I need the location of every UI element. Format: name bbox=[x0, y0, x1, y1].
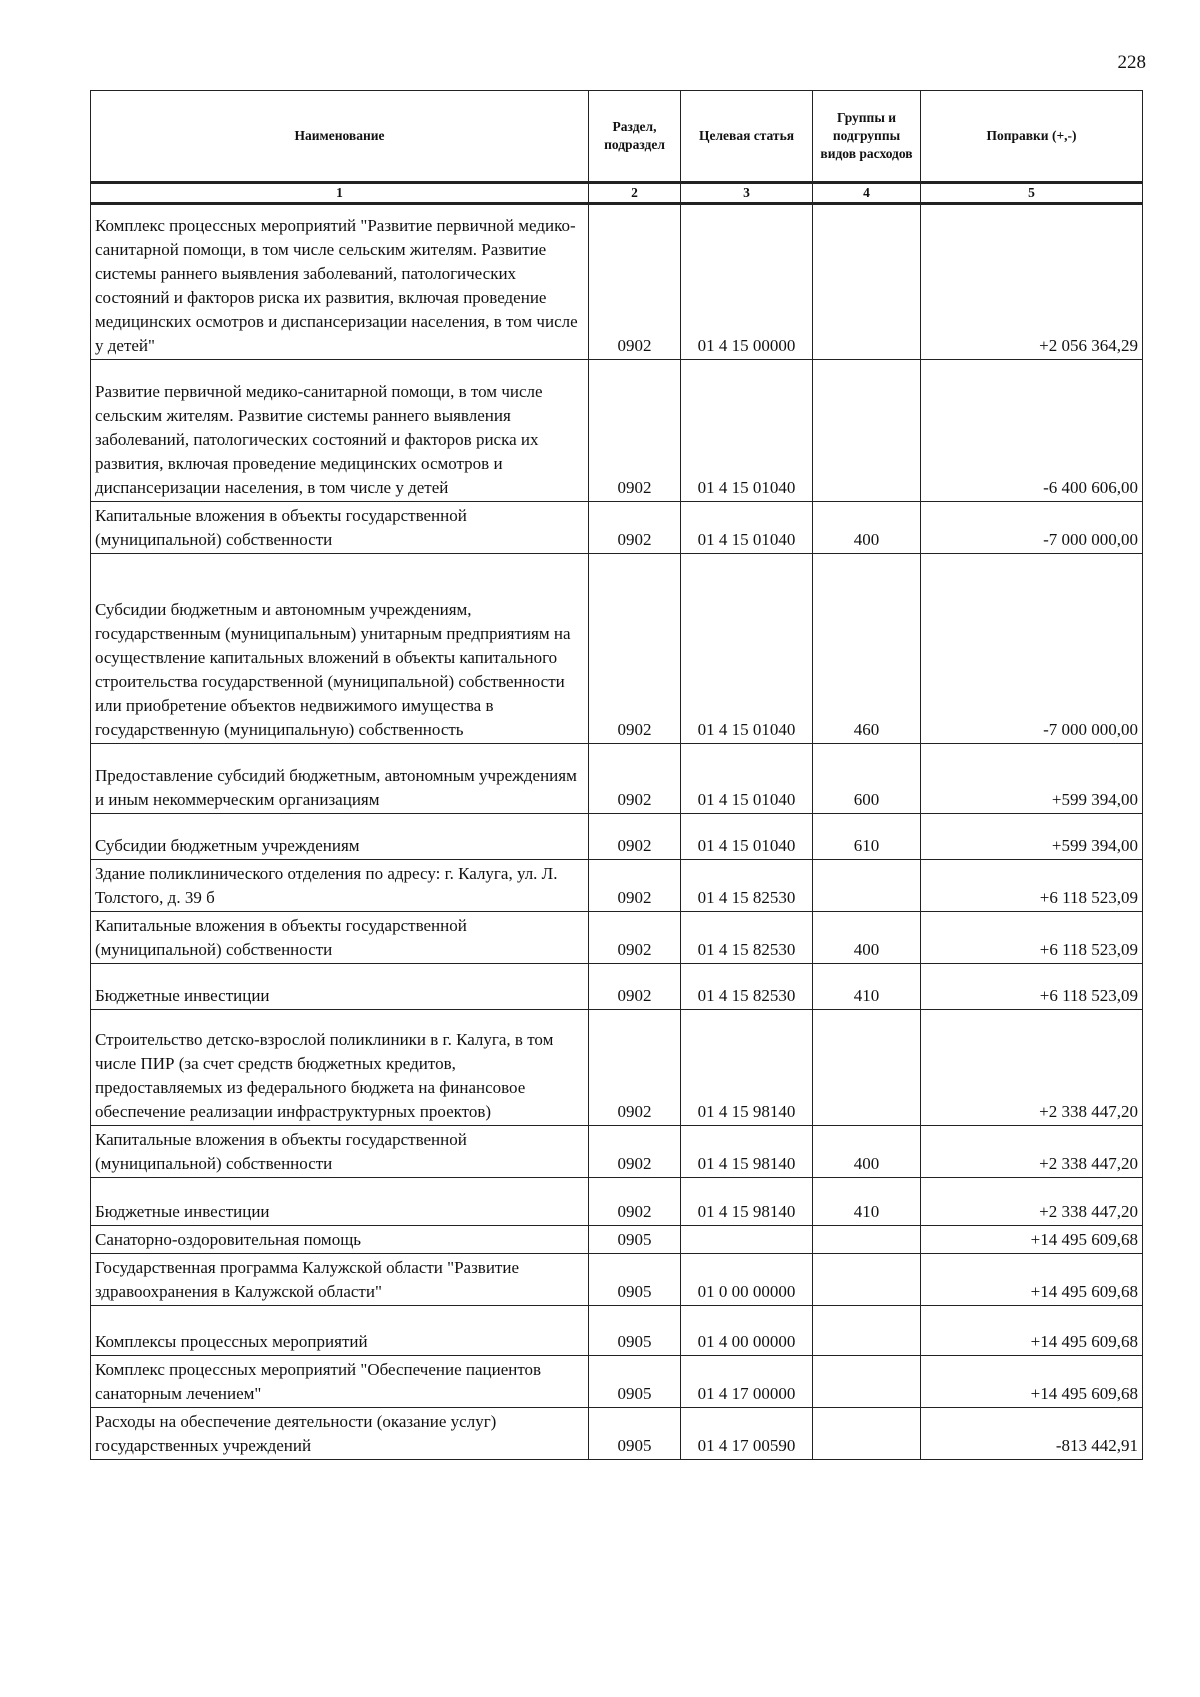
row-target-cell: 01 4 15 82530 bbox=[681, 912, 813, 964]
row-amount-cell: +6 118 523,09 bbox=[921, 964, 1143, 1010]
row-group-cell: 400 bbox=[813, 1126, 921, 1178]
table-row bbox=[91, 360, 1143, 502]
row-group-cell bbox=[813, 204, 921, 360]
row-amount-cell: +2 056 364,29 bbox=[921, 204, 1143, 360]
row-amount-cell: +2 338 447,20 bbox=[921, 1126, 1143, 1178]
row-target-cell: 01 4 17 00590 bbox=[681, 1408, 813, 1460]
row-name-cell: Капитальные вложения в объекты государственной (муниципальной) собственности bbox=[91, 912, 589, 964]
row-target-cell: 01 4 15 01040 bbox=[681, 814, 813, 860]
row-amount-cell: -6 400 606,00 bbox=[921, 360, 1143, 502]
table-row bbox=[91, 554, 1143, 744]
row-name-cell: Комплекс процессных мероприятий "Развитие первичной медико-санитарной помощи, в том числе сельским жителям. Развитие системы раннего выявления заболеваний, патологических состояний и факторов риска их развития, включая проведение медицинских осмотров и диспансеризации населения, в том числе у детей" bbox=[91, 204, 589, 360]
row-amount-cell: +14 495 609,68 bbox=[921, 1306, 1143, 1356]
row-section-cell: 0902 bbox=[589, 860, 681, 912]
table-row bbox=[91, 502, 1143, 554]
column-number: 1 bbox=[91, 183, 589, 204]
row-group-cell bbox=[813, 1306, 921, 1356]
row-amount-cell: -7 000 000,00 bbox=[921, 554, 1143, 744]
table-row bbox=[91, 814, 1143, 860]
row-section-cell: 0902 bbox=[589, 204, 681, 360]
row-group-cell bbox=[813, 1010, 921, 1126]
table-row bbox=[91, 1408, 1143, 1460]
row-target-cell: 01 4 15 01040 bbox=[681, 360, 813, 502]
row-target-cell: 01 4 00 00000 bbox=[681, 1306, 813, 1356]
row-group-cell: 400 bbox=[813, 912, 921, 964]
column-number: 2 bbox=[589, 183, 681, 204]
row-target-cell bbox=[681, 1226, 813, 1254]
row-section-cell: 0902 bbox=[589, 1010, 681, 1126]
row-target-cell: 01 4 15 98140 bbox=[681, 1178, 813, 1226]
row-section-cell: 0905 bbox=[589, 1306, 681, 1356]
row-amount-cell: +14 495 609,68 bbox=[921, 1226, 1143, 1254]
table-row bbox=[91, 964, 1143, 1010]
row-section-cell: 0902 bbox=[589, 912, 681, 964]
row-name-cell: Комплексы процессных мероприятий bbox=[91, 1306, 589, 1356]
row-group-cell bbox=[813, 1356, 921, 1408]
row-amount-cell: +2 338 447,20 bbox=[921, 1010, 1143, 1126]
row-target-cell: 01 4 17 00000 bbox=[681, 1356, 813, 1408]
row-name-cell: Здание поликлинического отделения по адресу: г. Калуга, ул. Л. Толстого, д. 39 б bbox=[91, 860, 589, 912]
page-number: 228 bbox=[1117, 52, 1146, 73]
row-group-cell bbox=[813, 360, 921, 502]
row-name-cell: Капитальные вложения в объекты государственной (муниципальной) собственности bbox=[91, 502, 589, 554]
row-target-cell: 01 4 15 00000 bbox=[681, 204, 813, 360]
table-row bbox=[91, 204, 1143, 360]
table-body bbox=[91, 204, 1143, 1460]
row-section-cell: 0902 bbox=[589, 814, 681, 860]
table-row bbox=[91, 912, 1143, 964]
row-section-cell: 0902 bbox=[589, 554, 681, 744]
row-group-cell: 600 bbox=[813, 744, 921, 814]
row-name-cell: Субсидии бюджетным и автономным учреждениям, государственным (муниципальным) унитарным предприятиям на осуществление капитальных вложений в объекты капитального строительства государственной (муниципальной) собственности или приобретение объектов недвижимого имущества в государственную (муниципальную) собственность bbox=[91, 554, 589, 744]
row-name-cell: Бюджетные инвестиции bbox=[91, 1178, 589, 1226]
row-target-cell: 01 4 15 01040 bbox=[681, 744, 813, 814]
column-number: 3 bbox=[681, 183, 813, 204]
table-row bbox=[91, 1178, 1143, 1226]
header-section: Раздел, подраздел bbox=[589, 91, 681, 183]
row-target-cell: 01 4 15 98140 bbox=[681, 1010, 813, 1126]
row-section-cell: 0905 bbox=[589, 1254, 681, 1306]
row-section-cell: 0905 bbox=[589, 1408, 681, 1460]
row-section-cell: 0902 bbox=[589, 964, 681, 1010]
row-name-cell: Санаторно-оздоровительная помощь bbox=[91, 1226, 589, 1254]
row-amount-cell: -813 442,91 bbox=[921, 1408, 1143, 1460]
row-group-cell: 400 bbox=[813, 502, 921, 554]
row-name-cell: Развитие первичной медико-санитарной помощи, в том числе сельским жителям. Развитие системы раннего выявления заболеваний, патологических состояний и факторов риска их развития, включая проведение медицинских осмотров и диспансеризации населения, в том числе у детей bbox=[91, 360, 589, 502]
row-name-cell: Субсидии бюджетным учреждениям bbox=[91, 814, 589, 860]
column-number-row bbox=[91, 183, 1143, 204]
row-group-cell: 610 bbox=[813, 814, 921, 860]
row-name-cell: Строительство детско-взрослой поликлиники в г. Калуга, в том числе ПИР (за счет средств бюджетных кредитов, предоставляемых из федерального бюджета на финансовое обеспечение реализации инфраструктурных проектов) bbox=[91, 1010, 589, 1126]
row-amount-cell: +14 495 609,68 bbox=[921, 1356, 1143, 1408]
column-number: 5 bbox=[921, 183, 1143, 204]
row-group-cell: 460 bbox=[813, 554, 921, 744]
row-section-cell: 0902 bbox=[589, 1178, 681, 1226]
row-target-cell: 01 4 15 01040 bbox=[681, 554, 813, 744]
row-target-cell: 01 0 00 00000 bbox=[681, 1254, 813, 1306]
row-amount-cell: -7 000 000,00 bbox=[921, 502, 1143, 554]
row-group-cell bbox=[813, 860, 921, 912]
header-groups: Группы и подгруппы видов расходов bbox=[813, 91, 921, 183]
row-group-cell bbox=[813, 1408, 921, 1460]
row-name-cell: Расходы на обеспечение деятельности (оказание услуг) государственных учреждений bbox=[91, 1408, 589, 1460]
row-group-cell: 410 bbox=[813, 1178, 921, 1226]
row-amount-cell: +599 394,00 bbox=[921, 744, 1143, 814]
row-target-cell: 01 4 15 01040 bbox=[681, 502, 813, 554]
row-section-cell: 0902 bbox=[589, 360, 681, 502]
row-name-cell: Предоставление субсидий бюджетным, автономным учреждениям и иным некоммерческим организациям bbox=[91, 744, 589, 814]
table-row bbox=[91, 860, 1143, 912]
row-target-cell: 01 4 15 82530 bbox=[681, 860, 813, 912]
row-amount-cell: +6 118 523,09 bbox=[921, 860, 1143, 912]
row-name-cell: Капитальные вложения в объекты государственной (муниципальной) собственности bbox=[91, 1126, 589, 1178]
row-target-cell: 01 4 15 82530 bbox=[681, 964, 813, 1010]
row-section-cell: 0902 bbox=[589, 744, 681, 814]
row-amount-cell: +6 118 523,09 bbox=[921, 912, 1143, 964]
table-row bbox=[91, 1226, 1143, 1254]
column-number: 4 bbox=[813, 183, 921, 204]
row-section-cell: 0902 bbox=[589, 1126, 681, 1178]
row-name-cell: Государственная программа Калужской области "Развитие здравоохранения в Калужской области" bbox=[91, 1254, 589, 1306]
row-amount-cell: +599 394,00 bbox=[921, 814, 1143, 860]
table-row bbox=[91, 1010, 1143, 1126]
row-section-cell: 0905 bbox=[589, 1356, 681, 1408]
table-row bbox=[91, 1254, 1143, 1306]
row-amount-cell: +14 495 609,68 bbox=[921, 1254, 1143, 1306]
row-group-cell bbox=[813, 1254, 921, 1306]
row-group-cell: 410 bbox=[813, 964, 921, 1010]
row-group-cell bbox=[813, 1226, 921, 1254]
header-target: Целевая статья bbox=[681, 91, 813, 183]
budget-amendments-table bbox=[90, 90, 1143, 1460]
header-row bbox=[91, 91, 1143, 183]
row-name-cell: Комплекс процессных мероприятий "Обеспечение пациентов санаторным лечением" bbox=[91, 1356, 589, 1408]
row-section-cell: 0902 bbox=[589, 502, 681, 554]
row-amount-cell: +2 338 447,20 bbox=[921, 1178, 1143, 1226]
table-row bbox=[91, 1306, 1143, 1356]
row-target-cell: 01 4 15 98140 bbox=[681, 1126, 813, 1178]
header-name: Наименование bbox=[91, 91, 589, 183]
table-row bbox=[91, 1356, 1143, 1408]
row-section-cell: 0905 bbox=[589, 1226, 681, 1254]
table-row bbox=[91, 744, 1143, 814]
header-amendments: Поправки (+,-) bbox=[921, 91, 1143, 183]
table-row bbox=[91, 1126, 1143, 1178]
row-name-cell: Бюджетные инвестиции bbox=[91, 964, 589, 1010]
